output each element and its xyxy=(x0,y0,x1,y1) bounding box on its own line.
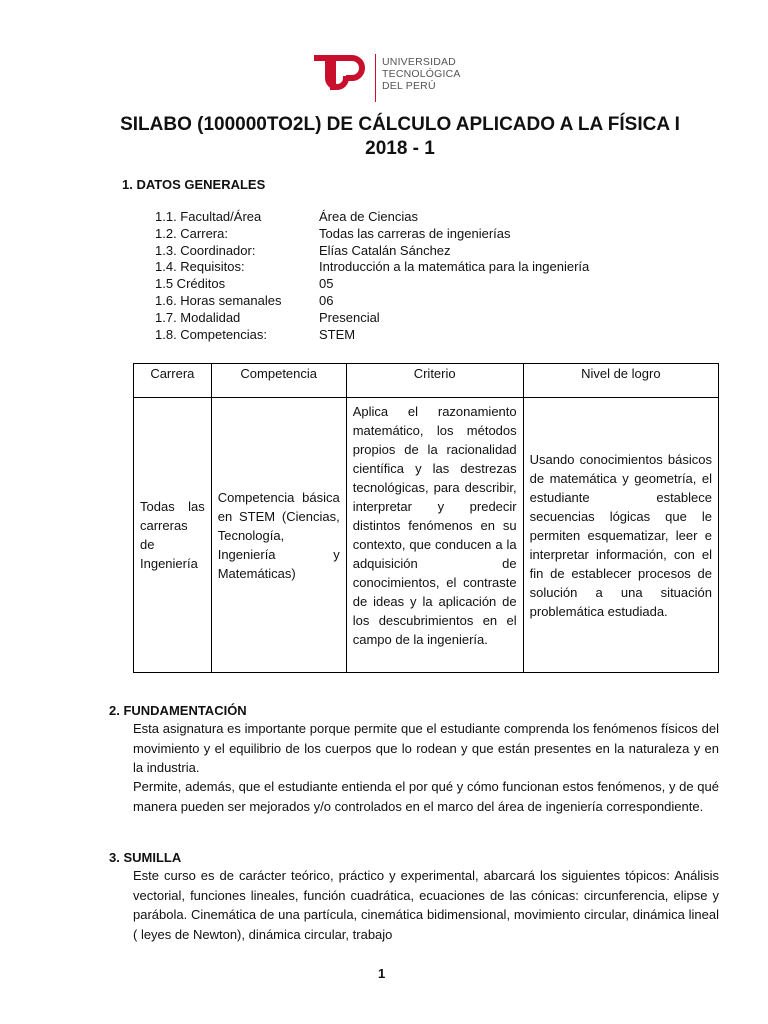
logo-divider xyxy=(375,54,376,102)
document-period: 2018 - 1 xyxy=(365,138,435,159)
logo-line-1: UNIVERSIDAD xyxy=(382,56,456,68)
fundamentacion-paragraph-1: Esta asignatura es importante porque permite que el estudiante comprenda los fenómenos físicos del movimiento y el equilibrio de los cuerpos que lo rodean y que están presentes en la naturaleza y en la industria. xyxy=(133,721,719,775)
list-item xyxy=(155,243,589,260)
section-heading-fundamentacion: 2. FUNDAMENTACIÓN xyxy=(109,703,247,718)
header-criterio: Criterio xyxy=(346,364,523,398)
header-competencia: Competencia xyxy=(211,364,346,398)
cell-carrera: Todas las carreras de Ingeniería xyxy=(134,398,212,673)
item-value: 06 xyxy=(319,292,334,308)
list-item xyxy=(155,276,589,293)
item-label: 1.6. Horas semanales xyxy=(155,292,282,308)
cell-nivel-de-logro: Usando conocimientos básicos de matemática y geometría, el estudiante establece secuencias lógicas que le permiten esquematizar, leer e interpretar información, con el fin de establecer procesos de solución a una situación problemática estudiada. xyxy=(523,398,718,673)
section-heading-sumilla: 3. SUMILLA xyxy=(109,850,182,865)
list-item xyxy=(155,293,589,310)
header-nivel-de-logro: Nivel de logro xyxy=(523,364,718,398)
item-value: Todas las carreras de ingenierías xyxy=(319,225,511,241)
cell-competencia: Competencia básica en STEM (Ciencias, Tecnología, Ingeniería y Matemáticas) xyxy=(211,398,346,673)
table-header-row xyxy=(134,364,719,398)
list-item xyxy=(155,209,589,226)
utp-logo-icon xyxy=(310,52,372,104)
item-label: 1.4. Requisitos: xyxy=(155,259,245,275)
item-value: 05 xyxy=(319,276,334,292)
item-label: 1.8. Competencias: xyxy=(155,326,268,342)
item-value: Elías Catalán Sánchez xyxy=(319,242,451,258)
university-logo xyxy=(310,52,460,104)
competency-table xyxy=(133,363,719,673)
general-data-list xyxy=(155,209,589,343)
logo-line-3: DEL PERÚ xyxy=(382,80,436,92)
item-value: Presencial xyxy=(319,309,380,325)
table-row xyxy=(134,398,719,673)
logo-text xyxy=(382,56,461,92)
document-title: SILABO (100000TO2L) DE CÁLCULO APLICADO A LA FÍSICA I xyxy=(120,114,680,135)
item-value: Introducción a la matemática para la ingeniería xyxy=(319,259,590,275)
section-heading-datos-generales: 1. DATOS GENERALES xyxy=(122,177,266,192)
list-item xyxy=(155,310,589,327)
list-item xyxy=(155,259,589,276)
item-label: 1.3. Coordinador: xyxy=(155,242,256,258)
item-label: 1.1. Facultad/Área xyxy=(155,209,262,224)
header-carrera: Carrera xyxy=(134,364,212,398)
list-item xyxy=(155,226,589,243)
sumilla-paragraph: Este curso es de carácter teórico, práctico y experimental, abarcará los siguientes tópicos: Análisis vectorial, funciones lineales, función cuadrática, ecuaciones de las cónicas: circunferencia, elipse y parábola. Cinemática de una partícula, cinemática bidimensional, movimiento circular, dinámica lineal ( leyes de Newton), dinámica circular, trabajo xyxy=(133,868,719,942)
item-value: Área de Ciencias xyxy=(319,209,418,224)
page-number: 1 xyxy=(378,966,386,981)
logo-line-2: TECNOLÓGICA xyxy=(382,68,461,80)
item-label: 1.5 Créditos xyxy=(155,276,226,292)
list-item xyxy=(155,327,589,344)
fundamentacion-paragraph-2: Permite, además, que el estudiante entienda el por qué y cómo funcionan estos fenómenos, y de qué manera pueden ser mejorados y/o controlados en el marco del área de ingeniería correspondiente. xyxy=(133,779,719,814)
item-label: 1.7. Modalidad xyxy=(155,309,241,325)
item-label: 1.2. Carrera: xyxy=(155,225,228,241)
item-value: STEM xyxy=(319,326,356,342)
cell-criterio: Aplica el razonamiento matemático, los métodos propios de la racionalidad científica y las destrezas tecnológicas, para describir, interpretar y predecir distintos fenómenos en su contexto, que conducen a la adquisición de conocimientos, el contraste de ideas y la aplicación de los descubrimientos en el campo de la ingeniería. xyxy=(346,398,523,673)
